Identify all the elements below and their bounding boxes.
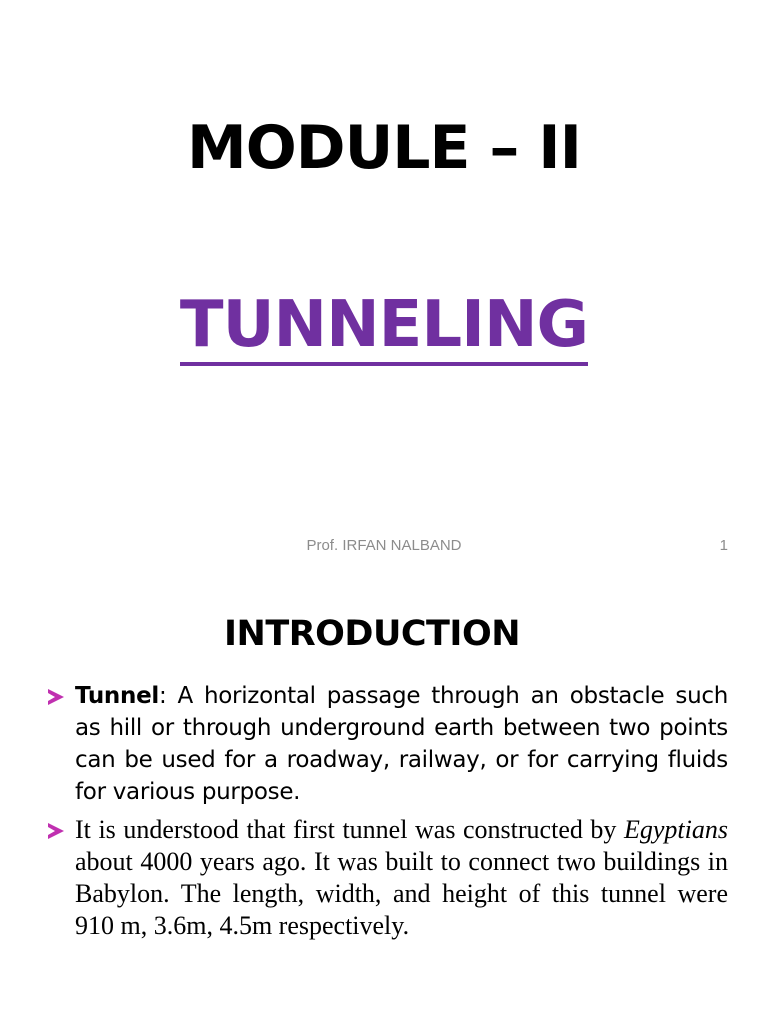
list-item	[48, 680, 728, 808]
subject-title-wrap	[0, 280, 768, 387]
bullet-text: : A horizontal passage through an obstacle such as hill or through underground earth between two points can be used for a roadway, railway, or for carrying fluids for various purpose.	[75, 683, 728, 805]
arrow-bullet-icon	[48, 689, 64, 705]
bullet-list	[48, 680, 728, 942]
subject-title: TUNNELING	[180, 288, 588, 366]
bullet-text-before: It is understood that first tunnel was constructed by	[75, 815, 624, 844]
introduction-slide	[0, 580, 768, 1024]
bullet-text-after: about 4000 years ago. It was built to connect two buildings in Babylon. The length, width, and height of this tunnel were 910 m, 3.6m, 4.5m respectively.	[75, 847, 728, 940]
module-title: MODULE – II	[187, 113, 581, 183]
bullet-emphasis: Egyptians	[624, 815, 728, 844]
slide-page-number: 1	[719, 537, 728, 554]
slide-footer-author: Prof. IRFAN NALBAND	[306, 537, 462, 554]
arrow-bullet-icon	[48, 823, 64, 839]
introduction-heading: INTRODUCTION	[224, 614, 520, 654]
list-item	[48, 814, 728, 942]
bullet-term: Tunnel	[75, 683, 159, 709]
